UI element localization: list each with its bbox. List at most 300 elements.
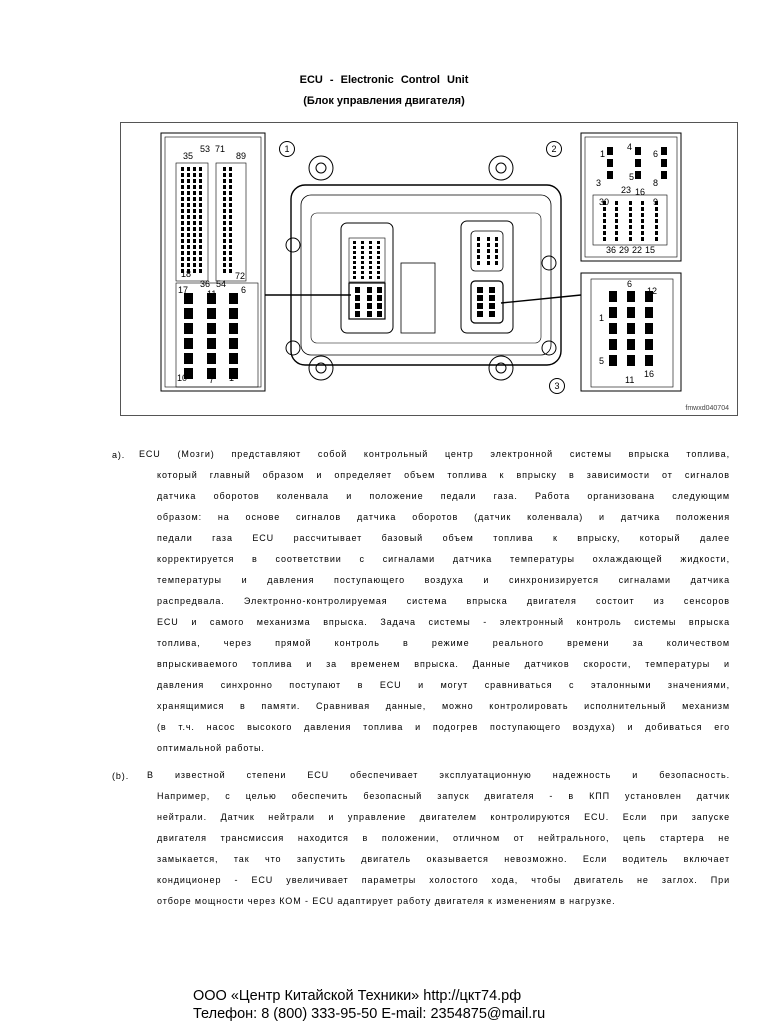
connector-pin	[229, 233, 232, 237]
connector-pin	[199, 209, 202, 213]
connector-pin	[477, 261, 480, 265]
connector-pin	[229, 209, 232, 213]
connector-pin	[615, 231, 618, 235]
connector-pin	[645, 339, 653, 350]
paragraph-line: отборе мощности через КОМ - ECU адаптирует работу двигателя к изменениям в нагрузке.	[157, 896, 616, 906]
connector-pin	[355, 303, 360, 309]
connector-pin	[477, 311, 483, 317]
connector-pin	[377, 311, 382, 317]
connector-pin	[487, 255, 490, 259]
connector-pin	[229, 263, 232, 267]
connector-pin	[193, 203, 196, 207]
connector-pin	[645, 355, 653, 366]
paragraph-line: хранящимися в памяти. Сравнивая данные, можно контролировать исполнительный механизм	[157, 701, 730, 711]
connector-pin	[184, 353, 193, 364]
connector-pin	[223, 209, 226, 213]
footer-contacts: Телефон: 8 (800) 333-95-50 E-mail: 2354875@mail.ru	[193, 1006, 546, 1022]
connector-pin	[367, 295, 372, 301]
connector-pin	[181, 245, 184, 249]
paragraph-line: оптимальной работы.	[157, 743, 265, 753]
connector-pin	[229, 257, 232, 261]
connector-pin	[229, 269, 232, 273]
paragraph-line: температуры и давления поступающего воздуха и синхронизируется сигналами датчика	[157, 575, 730, 585]
connector-pin	[369, 261, 372, 264]
footer-company: ООО «Центр Китайской Техники» http://цкт74.рф	[193, 988, 522, 1004]
pin-label: 22	[632, 245, 643, 255]
connector-pin	[353, 241, 356, 244]
connector-pin	[629, 201, 632, 205]
connector-pin	[181, 185, 184, 189]
connector-pin	[477, 303, 483, 309]
connector-pin	[199, 257, 202, 261]
connector-pin	[629, 219, 632, 223]
connector-pin	[607, 171, 613, 179]
connector-pin	[229, 173, 232, 177]
connector-pin	[361, 271, 364, 274]
paragraph-line: замыкается, так что запустить двигатель оказывается невозможно. Если водитель включает	[157, 854, 730, 864]
pin-label: 1	[229, 373, 235, 383]
connector-pin	[369, 266, 372, 269]
connector-pin	[361, 276, 364, 279]
connector-pin	[223, 191, 226, 195]
connector-pin	[199, 269, 202, 273]
connector-pin	[377, 251, 380, 254]
connector-pin	[223, 179, 226, 183]
connector-pin	[223, 263, 226, 267]
connector-pin	[207, 353, 216, 364]
pin-label: 72	[235, 271, 246, 281]
pin-label: 1	[600, 149, 606, 159]
connector-pin	[487, 261, 490, 265]
connector-pin	[369, 246, 372, 249]
connector-pin	[229, 167, 232, 171]
connector-pin	[193, 263, 196, 267]
connector-pin	[495, 243, 498, 247]
connector-pin	[377, 295, 382, 301]
connector-pin	[181, 221, 184, 225]
pin-label: 36	[606, 245, 617, 255]
pin-label: 17	[178, 285, 189, 295]
connector-pin	[187, 227, 190, 231]
connector-pin	[193, 227, 196, 231]
paragraph-line: нейтрали. Датчик нейтрали и управление двигателем контролируются ECU. Если при запуске	[157, 812, 730, 822]
connector-pin	[353, 251, 356, 254]
connector-pin	[199, 239, 202, 243]
connector-pin	[615, 219, 618, 223]
connector-pin	[199, 197, 202, 201]
connector-pin	[377, 266, 380, 269]
connector-pin	[361, 246, 364, 249]
connector-pin	[477, 295, 483, 301]
connector-pin	[609, 323, 617, 334]
connector-pin	[477, 255, 480, 259]
connector-pin	[181, 257, 184, 261]
connector-pin	[355, 311, 360, 317]
connector-pin	[193, 269, 196, 273]
paragraph-line: ECU и самого механизма впрыска. Задача системы - электронный контроль системы впрыска	[157, 617, 730, 627]
connector-pin	[187, 233, 190, 237]
paragraph-a-body	[157, 465, 730, 759]
connector-pin	[187, 221, 190, 225]
connector-pin	[641, 219, 644, 223]
connector-pin	[229, 179, 232, 183]
connector-pin	[181, 263, 184, 267]
connector-pin	[645, 307, 653, 318]
connector-pin	[181, 197, 184, 201]
connector-pin	[199, 215, 202, 219]
connector-pin	[635, 147, 641, 155]
paragraph-line: топлива, через прямой контроль в режиме реального времени за количеством	[157, 638, 730, 648]
connector-pin	[229, 323, 238, 334]
paragraph-line: давления синхронно поступают в ECU и могут сравниваться с эталонными значениями,	[157, 680, 730, 690]
connector-pin	[635, 171, 641, 179]
connector-pin	[369, 276, 372, 279]
connector-pin	[603, 225, 606, 229]
paragraph-line: образом: на основе сигналов датчика оборотов (датчик коленвала) и датчика положения	[157, 512, 730, 522]
connector-pin	[609, 307, 617, 318]
connector-pin	[641, 237, 644, 241]
connector-pin	[607, 147, 613, 155]
pin-label: 18	[181, 269, 192, 279]
connector-pin	[655, 213, 658, 217]
connector-pin	[199, 251, 202, 255]
connector-pin	[199, 221, 202, 225]
connector-pin	[629, 231, 632, 235]
pin-label: 7	[209, 375, 215, 385]
pin-label: 16	[635, 187, 646, 197]
connector-pin	[609, 339, 617, 350]
connector-pin	[223, 215, 226, 219]
paragraph-b-body	[157, 786, 730, 912]
paragraph-line: корректируется в соответствии с сигналами датчика температуры охлаждающей жидкости,	[157, 554, 730, 564]
pin-label: 8	[653, 178, 659, 188]
connector-pin	[377, 256, 380, 259]
connector-pin	[193, 245, 196, 249]
connector-pin	[223, 227, 226, 231]
connector-pin	[187, 173, 190, 177]
connector-pin	[187, 263, 190, 267]
connector-pin	[187, 245, 190, 249]
connector-pin	[629, 213, 632, 217]
connector-pin	[207, 338, 216, 349]
connector-pin	[199, 191, 202, 195]
connector-pin	[645, 323, 653, 334]
callout-1: 1	[279, 141, 295, 157]
connector-pin	[193, 197, 196, 201]
callout-3: 3	[549, 378, 565, 394]
connector-pin	[187, 203, 190, 207]
connector-pin	[361, 256, 364, 259]
pin-label: 11	[625, 375, 635, 385]
document-title: ECU - Electronic Control Unit	[299, 74, 469, 86]
connector-pin	[361, 241, 364, 244]
connector-pin	[627, 339, 635, 350]
paragraph-line: впрыскиваемого топлива и за временем впрыска. Данные датчиков скорости, температуры и	[157, 659, 730, 669]
connector-pin	[477, 249, 480, 253]
connector-pin	[181, 233, 184, 237]
connector-pin	[184, 323, 193, 334]
connector-pin	[615, 207, 618, 211]
connector-pin	[229, 251, 232, 255]
paragraph-a-first-line: ECU (Мозги) представляют собой контрольный центр электронной системы впрыска топлива,	[139, 449, 730, 459]
connector-pin	[495, 261, 498, 265]
connector-pin	[223, 203, 226, 207]
connector-pin	[229, 197, 232, 201]
connector-pin	[181, 209, 184, 213]
connector-pin	[377, 246, 380, 249]
connector-pin	[487, 237, 490, 241]
connector-pin	[615, 201, 618, 205]
connector-pin	[377, 261, 380, 264]
paragraph-line: который главный образом и определяет объем топлива к впрыску в зависимости от сигналов	[157, 470, 730, 480]
connector-pin	[187, 191, 190, 195]
connector-pin	[369, 256, 372, 259]
connector-pin	[603, 237, 606, 241]
paragraph-line: датчика оборотов коленвала и положение педали газа. Работа организована следующим	[157, 491, 730, 501]
connector-pin	[609, 355, 617, 366]
connector-pin	[353, 246, 356, 249]
connector-pin	[627, 323, 635, 334]
connector-pin	[223, 173, 226, 177]
connector-pin	[495, 237, 498, 241]
connector-pin	[477, 287, 483, 293]
pin-label: 5	[599, 356, 605, 366]
pin-label: 11	[207, 289, 217, 299]
connector-pin	[223, 221, 226, 225]
connector-pin	[655, 207, 658, 211]
connector-pin	[181, 251, 184, 255]
connector-pin	[361, 261, 364, 264]
connector-pin	[193, 221, 196, 225]
connector-pin	[361, 266, 364, 269]
connector-pin	[489, 311, 495, 317]
connector-pin	[629, 207, 632, 211]
pin-label: 9	[653, 197, 659, 207]
paragraph-b-label: (b).	[112, 771, 130, 781]
connector-pin	[377, 271, 380, 274]
connector-pin	[187, 197, 190, 201]
connector-pin	[353, 266, 356, 269]
connector-pin	[223, 167, 226, 171]
connector-pin	[223, 257, 226, 261]
connector-pin	[193, 173, 196, 177]
pin-label: 53	[200, 144, 211, 154]
connector-pin	[181, 173, 184, 177]
connector-pin	[199, 185, 202, 189]
connector-pin	[223, 269, 226, 273]
connector-pin	[187, 251, 190, 255]
connector-pin	[367, 287, 372, 293]
connector-pin	[187, 185, 190, 189]
connector-pin	[181, 167, 184, 171]
connector-pin	[367, 311, 372, 317]
connector-pin	[377, 303, 382, 309]
connector-pin	[607, 159, 613, 167]
pin-label: 89	[236, 151, 247, 161]
connector-pin	[229, 185, 232, 189]
connector-pin	[181, 191, 184, 195]
pin-label: 71	[215, 144, 226, 154]
paragraph-line: (в т.ч. насос высокого давления топлива и подогрев поступающего воздуха) и добиваться его	[157, 722, 730, 732]
connector-pin	[641, 231, 644, 235]
connector-pin	[495, 255, 498, 259]
pin-label: 30	[599, 197, 610, 207]
connector-pin	[193, 257, 196, 261]
connector-pin	[229, 293, 238, 304]
document-subtitle: (Блок управления двигателя)	[303, 95, 465, 107]
connector-pin	[193, 239, 196, 243]
paragraph-b-first-line: В известной степени ECU обеспечивает эксплуатационную надежность и безопасность.	[147, 770, 730, 780]
connector-pin	[199, 203, 202, 207]
connector-pin	[369, 241, 372, 244]
connector-pin	[184, 338, 193, 349]
connector-pin	[495, 249, 498, 253]
connector-pin	[603, 219, 606, 223]
connector-pin	[629, 225, 632, 229]
connector-pin	[489, 295, 495, 301]
paragraph-line: кондиционер - ECU увеличивает параметры холостого хода, чтобы двигатель не заглох. При	[157, 875, 730, 885]
connector-pin	[229, 245, 232, 249]
pin-label: 29	[619, 245, 630, 255]
connector-pin	[641, 201, 644, 205]
connector-pin	[641, 225, 644, 229]
ecu-diagram	[120, 122, 738, 416]
connector-pin	[229, 221, 232, 225]
connector-pin	[487, 243, 490, 247]
paragraph-line: распредвала. Электронно-контролируемая система впрыска двигателя состоит из сенсоров	[157, 596, 730, 606]
connector-pin	[355, 287, 360, 293]
connector-pin	[229, 239, 232, 243]
connector-pin	[377, 241, 380, 244]
connector-pin	[369, 251, 372, 254]
connector-pin	[615, 237, 618, 241]
connector-pin	[223, 245, 226, 249]
connector-pin	[655, 237, 658, 241]
connector-pin	[603, 207, 606, 211]
connector-pin	[207, 323, 216, 334]
connector-pin	[655, 231, 658, 235]
connector-pin	[181, 179, 184, 183]
connector-pin	[603, 231, 606, 235]
connector-pin	[193, 209, 196, 213]
callout-2: 2	[546, 141, 562, 157]
connector-pin	[489, 287, 495, 293]
connector-pin	[193, 191, 196, 195]
pin-label: 3	[596, 178, 602, 188]
connector-pin	[193, 167, 196, 171]
paragraph-a-label: a).	[112, 450, 126, 460]
connector-pin	[229, 353, 238, 364]
connector-pin	[477, 237, 480, 241]
pin-label: 36	[200, 279, 211, 289]
connector-pin	[627, 307, 635, 318]
connector-pin	[229, 227, 232, 231]
connector-pin	[181, 239, 184, 243]
pin-label: 54	[216, 279, 227, 289]
connector-pin	[641, 207, 644, 211]
connector-pin	[641, 213, 644, 217]
connector-pin	[181, 203, 184, 207]
connector-pin	[229, 215, 232, 219]
connector-pin	[487, 249, 490, 253]
connector-pin	[187, 209, 190, 213]
connector-pin	[207, 308, 216, 319]
connector-pin	[603, 213, 606, 217]
connector-pin	[353, 276, 356, 279]
pin-label: 35	[183, 151, 194, 161]
connector-pin	[223, 185, 226, 189]
connector-pin	[627, 291, 635, 302]
connector-pin	[367, 303, 372, 309]
connector-pin	[187, 215, 190, 219]
connector-pin	[199, 179, 202, 183]
connector-pin	[629, 237, 632, 241]
connector-pin	[223, 197, 226, 201]
connector-pin	[369, 271, 372, 274]
connector-pin	[199, 263, 202, 267]
connector-pin	[477, 243, 480, 247]
connector-pin	[223, 233, 226, 237]
connector-pin	[377, 287, 382, 293]
connector-pin	[199, 227, 202, 231]
pin-label: 5	[629, 172, 635, 182]
connector-pin	[661, 147, 667, 155]
pin-label: 6	[627, 279, 633, 289]
connector-pin	[609, 291, 617, 302]
connector-pin	[199, 245, 202, 249]
connector-pin	[353, 261, 356, 264]
pin-label: 15	[645, 245, 656, 255]
pin-label: 4	[627, 142, 633, 152]
paragraph-line: Например, с целью обеспечить безопасный запуск двигателя - в КПП установлен датчик	[157, 791, 730, 801]
paragraph-line: педали газа ECU рассчитывает базовый объем топлива к впрыску, который далее	[157, 533, 730, 543]
pin-label: 16	[644, 369, 655, 379]
connector-pin	[184, 308, 193, 319]
connector-pin	[199, 173, 202, 177]
connector-pin	[229, 338, 238, 349]
connector-pin	[199, 233, 202, 237]
connector-pin	[187, 239, 190, 243]
connector-pin	[181, 215, 184, 219]
connector-pin	[223, 251, 226, 255]
connector-pin	[193, 185, 196, 189]
pin-label: 1	[599, 313, 605, 323]
connector-pin	[229, 203, 232, 207]
connector-pin	[199, 167, 202, 171]
connector-pin	[193, 179, 196, 183]
connector-pin	[193, 251, 196, 255]
connector-pin	[627, 355, 635, 366]
connector-pin	[615, 213, 618, 217]
connector-pin	[361, 251, 364, 254]
connector-pin	[187, 179, 190, 183]
connector-pin	[635, 159, 641, 167]
connector-pin	[353, 271, 356, 274]
connector-pin	[181, 227, 184, 231]
connector-pin	[193, 215, 196, 219]
connector-pin	[229, 191, 232, 195]
connector-pin	[377, 276, 380, 279]
connector-pin	[655, 219, 658, 223]
figure-caption: fmwxd040704	[685, 405, 729, 412]
connector-pin	[353, 256, 356, 259]
connector-pin	[661, 171, 667, 179]
pin-label: 10	[177, 373, 188, 383]
connector-pin	[223, 239, 226, 243]
connector-pin	[615, 225, 618, 229]
paragraph-line: двигателя трансмиссия находится в положении, отличном от нейтрального, цепь стартера не	[157, 833, 730, 843]
connector-pin	[489, 303, 495, 309]
